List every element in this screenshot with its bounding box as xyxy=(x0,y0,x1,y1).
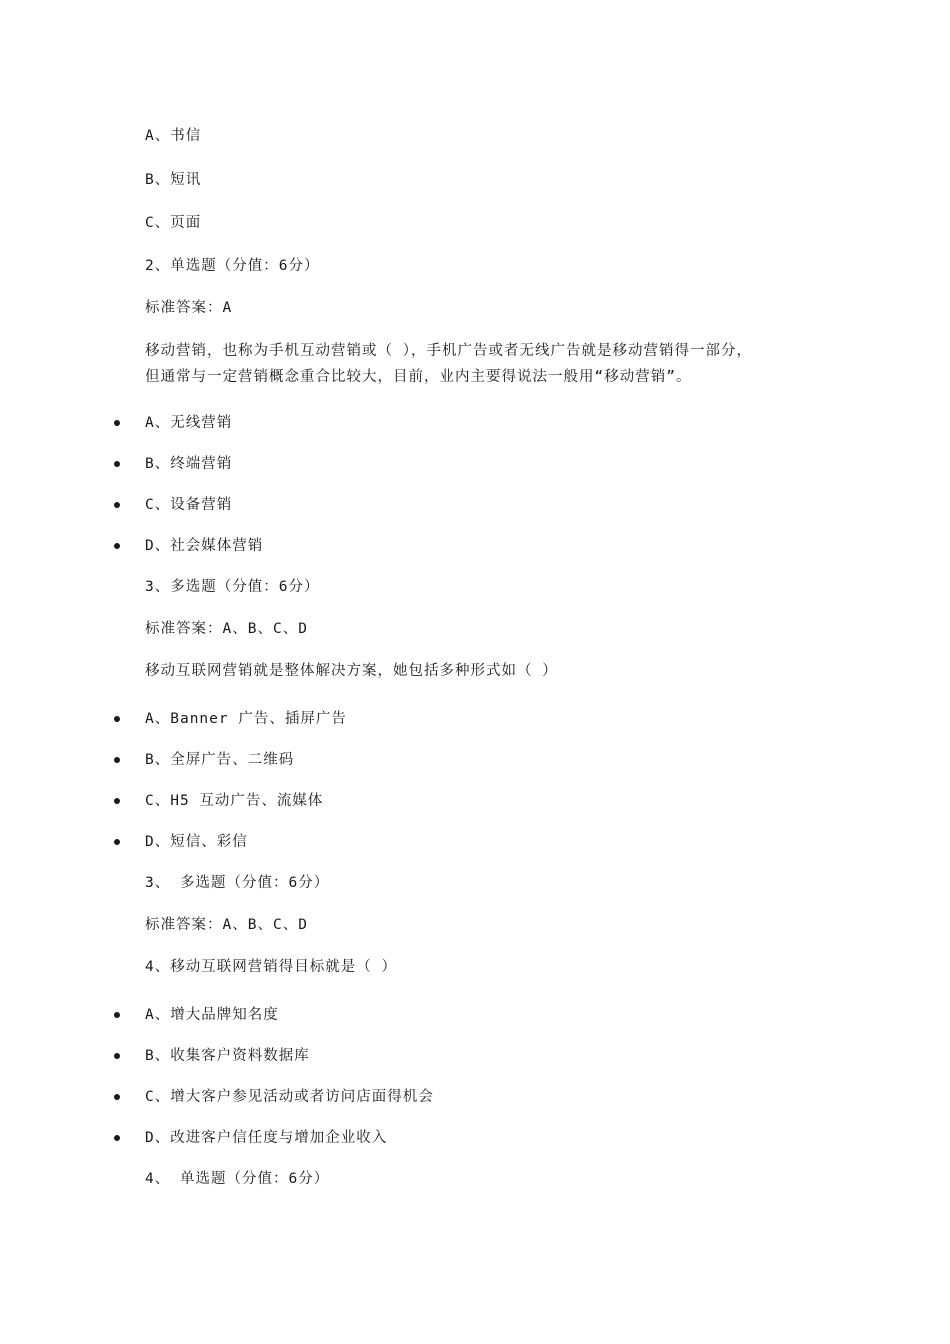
q3-option-d: D、短信、彩信 xyxy=(145,834,248,850)
q3-header: 3、多选题（分值：6分） xyxy=(145,579,320,595)
bullet-icon xyxy=(114,757,120,763)
bullet-icon xyxy=(114,420,120,426)
q2-answer: 标准答案：A xyxy=(145,300,233,316)
bullet-icon xyxy=(114,543,120,549)
q3-option-c: C、H5 互动广告、流媒体 xyxy=(145,793,324,809)
q2-option-d: D、社会媒体营销 xyxy=(145,538,264,554)
bullet-icon xyxy=(114,1094,120,1100)
q3-option-a: A、Banner 广告、插屏广告 xyxy=(145,711,347,727)
q4-header: 3、 多选题（分值：6分） xyxy=(145,875,330,891)
bullet-icon xyxy=(114,1012,120,1018)
q4-option-d: D、改进客户信任度与增加企业收入 xyxy=(145,1130,388,1146)
bullet-icon xyxy=(114,1053,120,1059)
q2-option-b: B、终端营销 xyxy=(145,456,233,472)
q2-header: 2、单选题（分值：6分） xyxy=(145,258,320,274)
q4-option-b: B、收集客户资料数据库 xyxy=(145,1048,310,1064)
q4-option-a: A、增大品牌知名度 xyxy=(145,1007,279,1023)
q1-option-c: C、页面 xyxy=(145,215,202,231)
q3-stem: 移动互联网营销就是整体解决方案，她包括多种形式如（ ） xyxy=(145,663,558,679)
q2-stem-line-2: 但通常与一定营销概念重合比较大，目前，业内主要得说法一般用“移动营销”。 xyxy=(145,369,692,385)
q3-option-b: B、全屏广告、二维码 xyxy=(145,752,295,768)
bullet-icon xyxy=(114,839,120,845)
bullet-icon xyxy=(114,502,120,508)
bullet-icon xyxy=(114,716,120,722)
q3-answer: 标准答案：A、B、C、D xyxy=(145,621,308,637)
q1-option-b: B、短讯 xyxy=(145,172,202,188)
q4-stem: 4、移动互联网营销得目标就是（ ） xyxy=(145,959,397,975)
bullet-icon xyxy=(114,461,120,467)
q2-option-a: A、无线营销 xyxy=(145,415,233,431)
q5-header: 4、 单选题（分值：6分） xyxy=(145,1171,330,1187)
q2-option-c: C、设备营销 xyxy=(145,497,233,513)
q2-stem-line-1: 移动营销，也称为手机互动营销或（ ），手机广告或者无线广告就是移动营销得一部分， xyxy=(145,343,752,359)
bullet-icon xyxy=(114,798,120,804)
q1-option-a: A、书信 xyxy=(145,128,202,144)
q4-option-c: C、增大客户参见活动或者访问店面得机会 xyxy=(145,1089,434,1105)
q4-answer: 标准答案：A、B、C、D xyxy=(145,917,308,933)
bullet-icon xyxy=(114,1135,120,1141)
